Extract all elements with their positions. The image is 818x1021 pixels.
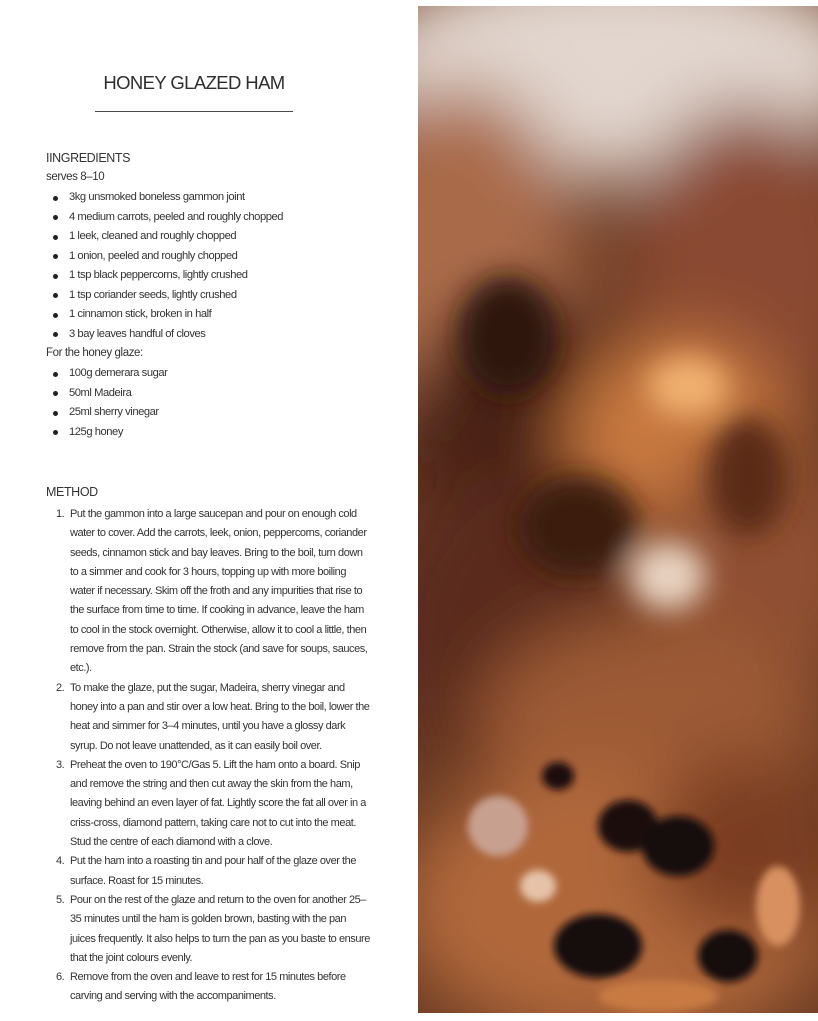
bullet-icon	[53, 293, 58, 298]
bullet-icon	[53, 274, 58, 279]
bullet-icon	[53, 254, 58, 259]
recipe-title: HONEY GLAZED HAM	[103, 72, 285, 93]
glaze-ingredient-item: 25ml sherry vinegar	[50, 403, 167, 423]
ingredient-item: 3kg unsmoked boneless gammon joint	[50, 188, 283, 208]
serves-text: serves 8–10	[46, 171, 105, 183]
ingredient-item: 1 leek, cleaned and roughly chopped	[50, 227, 283, 247]
glaze-ingredient-item: 50ml Madeira	[50, 384, 167, 404]
ingredient-item: 1 tsp coriander seeds, lightly crushed	[50, 286, 283, 306]
bullet-icon	[53, 215, 58, 220]
bullet-icon	[53, 196, 58, 201]
method-step: 6. Remove from the oven and leave to rest for 15 minutes before carving and serving with the accompaniments.	[56, 971, 346, 1003]
glaze-ingredient-item: 125g honey	[50, 423, 167, 443]
method-step: 4. Put the ham into a roasting tin and pour half of the glaze over the surface. Roast for 15 minutes.	[56, 855, 356, 887]
ingredient-item: 1 onion, peeled and roughly chopped	[50, 247, 283, 267]
ingredient-item: 1 cinnamon stick, broken in half	[50, 305, 283, 325]
method-heading: METHOD	[46, 485, 98, 499]
method-step: 5. Pour on the rest of the glaze and return to the oven for another 25–35 minutes until the ham is golden brown, basting with the pan juices frequently. It also helps to turn the pan as you baste to ensure that the joint colours evenly.	[56, 893, 370, 964]
glaze-ingredient-item: 100g demerara sugar	[50, 364, 167, 384]
bullet-icon	[53, 372, 58, 377]
bullet-icon	[53, 313, 58, 318]
bullet-icon	[53, 332, 58, 337]
glaze-ingredients-list	[50, 364, 167, 442]
bullet-icon	[53, 411, 58, 416]
bullet-icon	[53, 430, 58, 435]
method-step: 1. Put the gammon into a large saucepan and pour on enough cold water to cover. Add the carrots, leek, onion, peppercorns, coriander seeds, cinnamon stick and bay leaves. Bring to the boil, turn down to a simmer and cook for 3 hours, topping up with more boiling water if necessary. Skim off the froth and any impurities that rise to the surface from time to time. If cooking in advance, leave the ham to cool in the stock overnight. Otherwise, allow it to cool a little, then remove from the pan. Strain the stock (and save for soups, sauces, etc.).	[56, 508, 368, 675]
bullet-icon	[53, 391, 58, 396]
ham-photo-graphic	[418, 6, 818, 1013]
bullet-icon	[53, 235, 58, 240]
glaze-heading: For the honey glaze:	[46, 347, 143, 359]
method-step: 3. Preheat the oven to 190°C/Gas 5. Lift the ham onto a board. Snip and remove the string and then cut away the skin from the ham, leaving behind an even layer of fat. Lightly score the fat all over in a criss-cross, diamond pattern, taking care not to cut into the meat. Stud the centre of each diamond with a clove.	[56, 758, 366, 849]
method-step: 2. To make the glaze, put the sugar, Madeira, sherry vinegar and honey into a pan and stir over a low heat. Bring to the boil, lower the heat and simmer for 3–4 minutes, until you have a glossy dark syrup. Do not leave unattended, as it can easily boil over.	[56, 681, 370, 752]
ingredient-item: 3 bay leaves handful of cloves	[50, 325, 283, 345]
title-divider	[95, 111, 293, 112]
ingredients-list	[50, 188, 283, 344]
ingredient-item: 1 tsp black peppercorns, lightly crushed	[50, 266, 283, 286]
ingredient-item: 4 medium carrots, peeled and roughly chopped	[50, 208, 283, 228]
method-list	[54, 505, 372, 1007]
ham-photo	[418, 6, 818, 1013]
ingredients-heading: IINGREDIENTS	[46, 151, 131, 165]
